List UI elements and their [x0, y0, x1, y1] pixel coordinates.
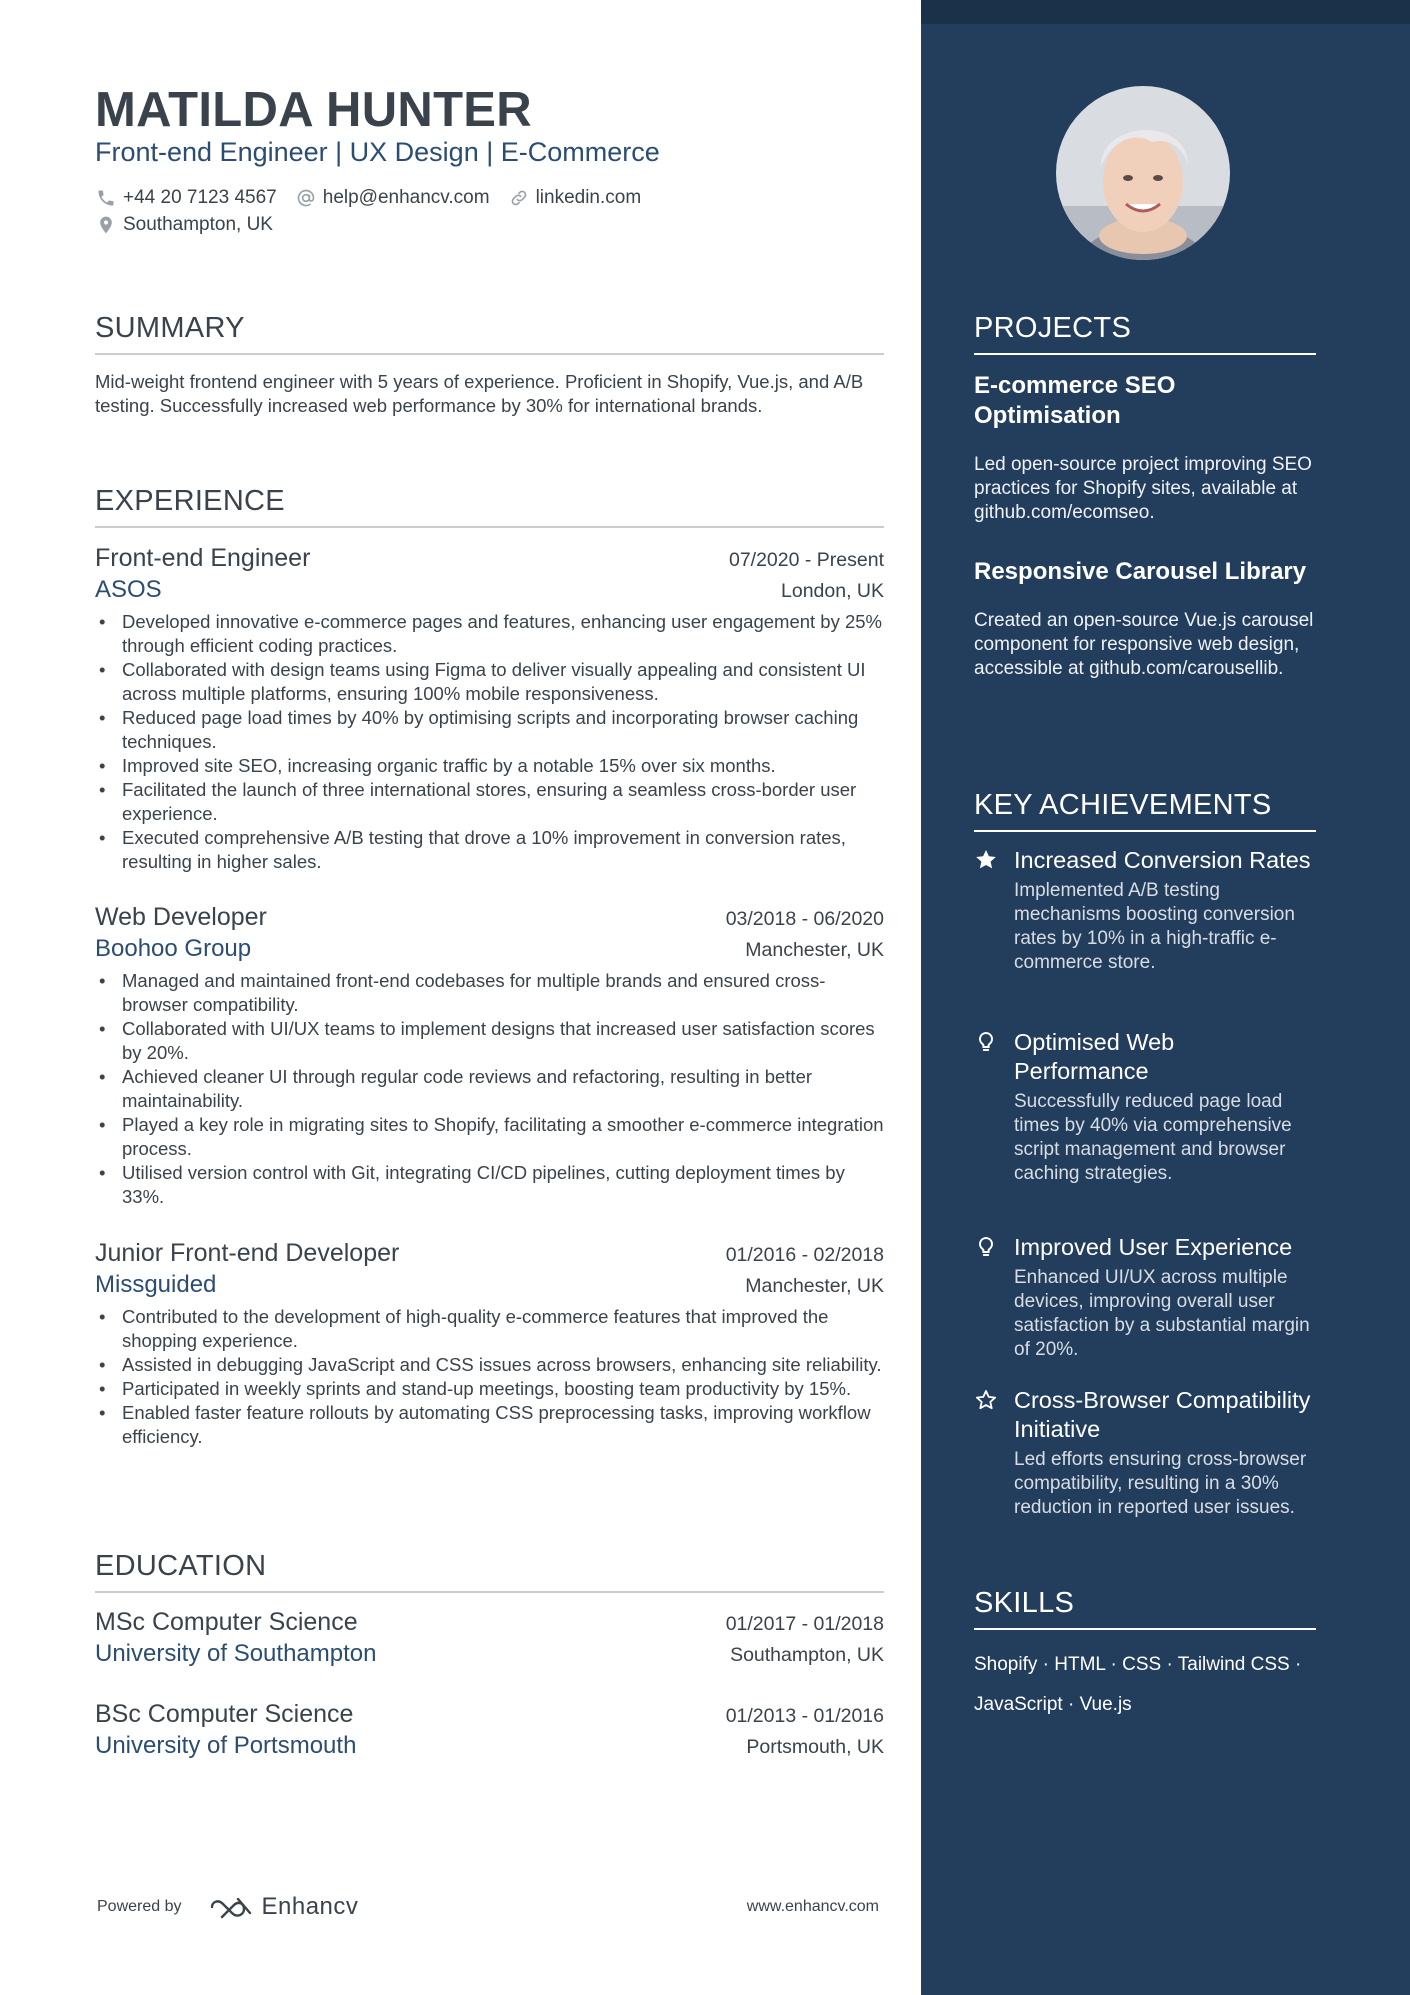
skills-list	[974, 1645, 1316, 1725]
edu-school: University of Portsmouth	[95, 1732, 357, 1759]
edu-degree: MSc Computer Science	[95, 1608, 358, 1636]
job-role: Front-end Engineer	[95, 544, 311, 572]
edu-school: University of Southampton	[95, 1640, 377, 1667]
bullet-item: • Assisted in debugging JavaScript and CSS issues across browsers, enhancing site reliability.	[95, 1353, 884, 1377]
achievement-entry	[974, 1028, 1314, 1186]
education-entry	[95, 1606, 884, 1670]
job-dates: 03/2018 - 06/2020	[725, 908, 884, 930]
footer	[97, 1893, 879, 1921]
location-pin-icon	[95, 214, 117, 236]
bullet-item: • Executed comprehensive A/B testing that drove a 10% improvement in conversion rates, resulting in higher sales.	[95, 826, 884, 874]
summary-heading: SUMMARY	[95, 310, 884, 355]
achievement-title: Improved User Experience	[1014, 1234, 1293, 1260]
bullet-item: • Facilitated the launch of three international stores, ensuring a seamless cross-border user experience.	[95, 778, 884, 826]
link-icon	[508, 187, 530, 209]
achievement-desc: Led efforts ensuring cross-browser compatibility, resulting in a 30% reduction in reported user issues.	[1014, 1449, 1307, 1518]
bullet-item: • Participated in weekly sprints and stand-up meetings, boosting team productivity by 15%.	[95, 1377, 884, 1401]
edu-dates: 01/2013 - 01/2016	[725, 1705, 884, 1727]
education-heading: EDUCATION	[95, 1548, 884, 1593]
link-contact[interactable]	[508, 184, 642, 211]
bullet-item: • Collaborated with design teams using Figma to deliver visually appealing and consistent UI across multiple platforms, ensuring 100% mobile responsiveness.	[95, 658, 884, 706]
bullet-item: • Collaborated with UI/UX teams to implement designs that increased user satisfaction scores by 20%.	[95, 1017, 884, 1065]
education-entry	[95, 1698, 884, 1762]
achievements-heading: KEY ACHIEVEMENTS	[974, 787, 1316, 832]
phone-contact	[95, 184, 277, 211]
job-company: Boohoo Group	[95, 935, 252, 962]
skills-line: JavaScript · Vue.js	[974, 1694, 1132, 1715]
phone-icon	[95, 187, 117, 209]
project-desc: Created an open-source Vue.js carousel component for responsive web design, accessible at github.com/carousellib.	[974, 610, 1314, 679]
email-contact[interactable]	[295, 184, 490, 211]
enhancv-logo[interactable]	[208, 1893, 359, 1921]
avatar	[1056, 86, 1230, 260]
job-entry	[95, 542, 884, 874]
experience-heading: EXPERIENCE	[95, 483, 884, 528]
achievement-entry	[974, 1386, 1314, 1520]
job-bullets	[95, 969, 884, 1209]
project-title: Responsive Carousel Library	[974, 558, 1307, 585]
job-entry	[95, 901, 884, 1209]
edu-location: Portsmouth, UK	[746, 1736, 884, 1758]
skills-line: Shopify · HTML · CSS · Tailwind CSS ·	[974, 1654, 1302, 1675]
bullet-item: • Managed and maintained front-end codebases for multiple brands and ensured cross-browser compatibility.	[95, 969, 884, 1017]
location-text: Southampton, UK	[123, 214, 273, 235]
project-entry	[974, 557, 1314, 681]
bullet-item: • Improved site SEO, increasing organic traffic by a notable 15% over six months.	[95, 754, 884, 778]
job-company: Missguided	[95, 1271, 217, 1298]
project-title: E-commerce SEO Optimisation	[974, 372, 1176, 429]
lightbulb-icon	[974, 1030, 998, 1054]
job-location: Manchester, UK	[745, 1275, 884, 1297]
achievement-title: Optimised Web Performance	[1014, 1029, 1175, 1084]
bullet-item: • Contributed to the development of high-quality e-commerce features that improved the shopping experience.	[95, 1305, 884, 1353]
link-text[interactable]: linkedin.com	[535, 187, 642, 208]
job-dates: 01/2016 - 02/2018	[725, 1244, 884, 1266]
edu-dates: 01/2017 - 01/2018	[725, 1613, 884, 1635]
project-desc: Led open-source project improving SEO practices for Shopify sites, available at github.com/ecomseo.	[974, 454, 1312, 523]
job-role: Web Developer	[95, 903, 267, 931]
job-company: ASOS	[95, 576, 162, 603]
achievement-title: Cross-Browser Compatibility Initiative	[1014, 1387, 1311, 1442]
job-bullets	[95, 610, 884, 874]
brand-text: Enhancv	[261, 1893, 359, 1920]
job-entry	[95, 1237, 884, 1449]
bullet-item: • Reduced page load times by 40% by optimising scripts and incorporating browser caching techniques.	[95, 706, 884, 754]
achievement-entry	[974, 1233, 1314, 1362]
bullet-item: • Played a key role in migrating sites to Shopify, facilitating a smoother e-commerce integration process.	[95, 1113, 884, 1161]
skills-heading: SKILLS	[974, 1585, 1316, 1630]
star-filled-icon	[974, 848, 998, 872]
email-text[interactable]: help@enhancv.com	[322, 187, 490, 208]
footer-url[interactable]: www.enhancv.com	[746, 1898, 879, 1915]
star-outline-icon	[974, 1388, 998, 1412]
achievement-desc: Implemented A/B testing mechanisms boosting conversion rates by 10% in a high-traffic e-commerce store.	[1014, 880, 1295, 973]
job-dates: 07/2020 - Present	[728, 549, 884, 571]
achievement-desc: Successfully reduced page load times by 40% via comprehensive script management and browser caching strategies.	[1014, 1091, 1292, 1184]
job-location: Manchester, UK	[745, 939, 884, 961]
job-bullets	[95, 1305, 884, 1449]
phone-text: +44 20 7123 4567	[123, 187, 277, 208]
achievement-entry	[974, 846, 1314, 975]
projects-heading: PROJECTS	[974, 310, 1316, 355]
job-role: Junior Front-end Developer	[95, 1239, 400, 1267]
candidate-name: MATILDA HUNTER	[95, 83, 532, 137]
powered-by-text: Powered by	[97, 1898, 182, 1915]
location-contact	[95, 211, 273, 238]
candidate-title: Front-end Engineer | UX Design | E-Commerce	[95, 137, 660, 167]
job-location: London, UK	[781, 580, 884, 602]
project-entry	[974, 371, 1314, 525]
edu-degree: BSc Computer Science	[95, 1700, 354, 1728]
summary-text: Mid-weight frontend engineer with 5 years of experience. Proficient in Shopify, Vue.js, and A/B testing. Successfully increased web performance by 30% for international brands.	[95, 371, 864, 416]
bullet-item: • Utilised version control with Git, integrating CI/CD pipelines, cutting deployment times by 33%.	[95, 1161, 884, 1209]
enhancv-logo-icon	[208, 1895, 256, 1919]
edu-location: Southampton, UK	[730, 1644, 884, 1666]
lightbulb-icon	[974, 1235, 998, 1259]
bullet-item: • Achieved cleaner UI through regular code reviews and refactoring, resulting in better maintainability.	[95, 1065, 884, 1113]
achievement-desc: Enhanced UI/UX across multiple devices, improving overall user satisfaction by a substantial margin of 20%.	[1014, 1267, 1310, 1360]
bullet-item: • Enabled faster feature rollouts by automating CSS preprocessing tasks, improving workflow efficiency.	[95, 1401, 884, 1449]
achievement-title: Increased Conversion Rates	[1014, 847, 1311, 873]
bullet-item: • Developed innovative e-commerce pages and features, enhancing user engagement by 25% through efficient coding practices.	[95, 610, 884, 658]
sidebar-topbar	[921, 0, 1410, 24]
contact-info	[95, 184, 659, 238]
at-icon	[295, 187, 317, 209]
